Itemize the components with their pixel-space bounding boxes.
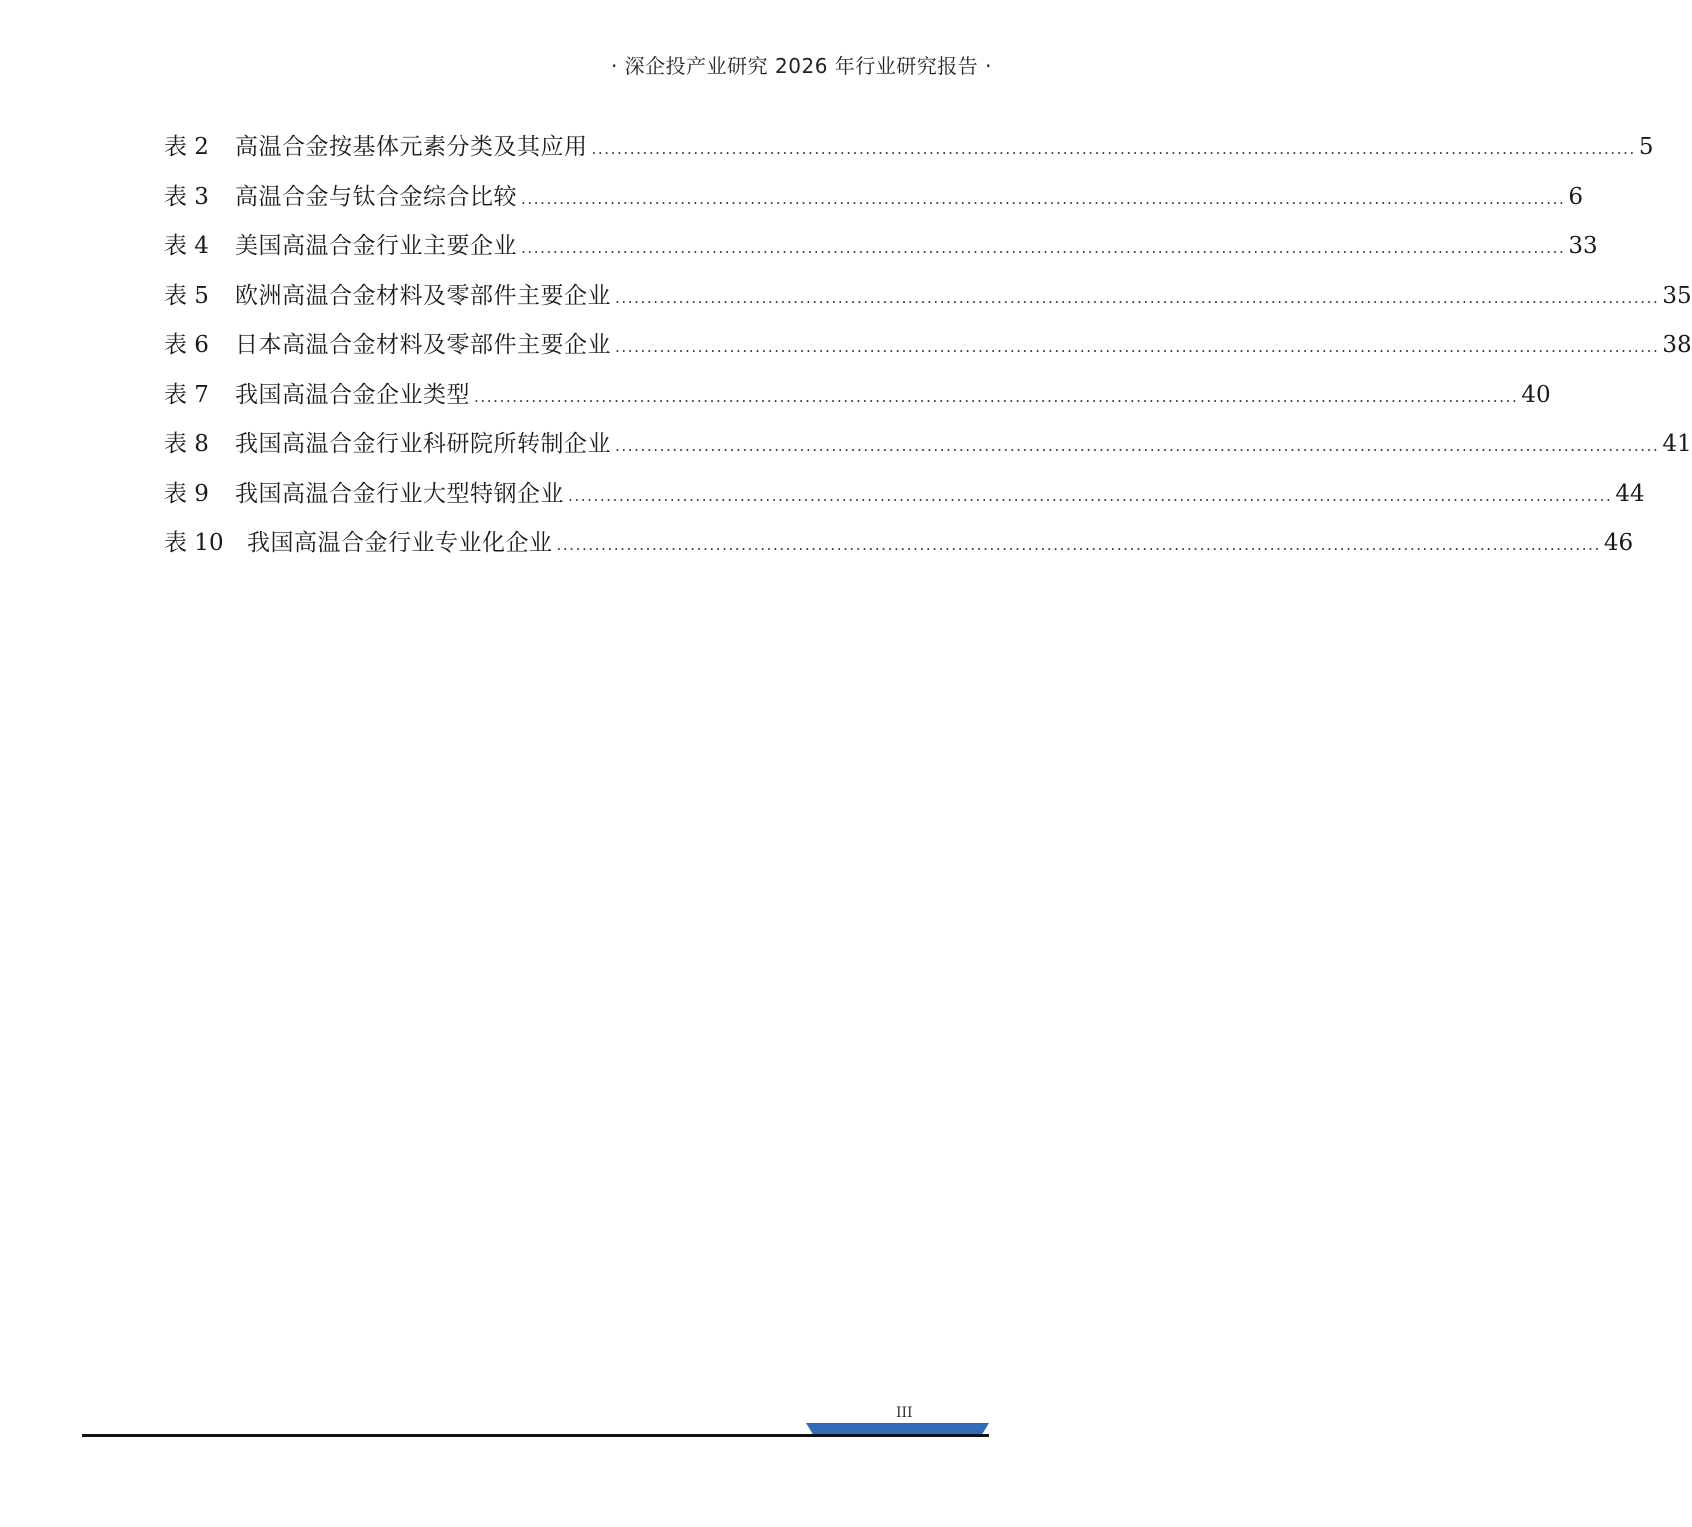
toc-entry-label: 表 6 (164, 332, 209, 358)
toc-entry-page: 38 (1662, 332, 1692, 358)
toc-entry-label: 表 9 (164, 480, 209, 507)
toc-entry-title: 美国高温合金行业主要企业 (235, 233, 517, 259)
toc-entry-page: 46 (1603, 530, 1634, 556)
toc-entry[interactable] (164, 227, 1598, 277)
toc-entry[interactable] (164, 376, 1551, 426)
toc-dot-leader: .................................................................................................................................................................... (556, 536, 1601, 554)
toc-dot-leader: .................................................................................................................................................................... (521, 189, 1566, 208)
toc-entry[interactable] (164, 277, 1692, 327)
toc-entry[interactable] (164, 425, 1692, 475)
toc-entry-label: 表 3 (164, 183, 209, 210)
toc-entry-title: 高温合金与钛合金综合比较 (235, 183, 517, 210)
toc-dot-leader: .................................................................................................................................................................... (474, 387, 1519, 406)
toc-entry-label: 表 10 (164, 530, 224, 556)
toc-entry-page: 40 (1521, 381, 1551, 408)
toc-dot-leader: .................................................................................................................................................................... (521, 239, 1566, 257)
toc-dot-leader: .................................................................................................................................................................... (615, 288, 1660, 307)
toc-entry-label: 表 8 (164, 431, 209, 457)
running-header: · 深企投产业研究 2026 年行业研究报告 · (610, 54, 992, 78)
toc-entry-page: 35 (1662, 282, 1692, 309)
toc-entry-title: 我国高温合金企业类型 (235, 381, 470, 408)
toc-entry-page: 6 (1568, 183, 1584, 210)
toc-dot-leader: .................................................................................................................................................................... (615, 338, 1660, 356)
toc-entry-page: 5 (1638, 134, 1654, 160)
toc-entry[interactable] (164, 326, 1692, 376)
toc-entry-label: 表 4 (164, 233, 209, 259)
toc-entry[interactable] (164, 475, 1645, 525)
toc-entry-page: 33 (1568, 233, 1598, 259)
toc-entry[interactable] (164, 178, 1584, 228)
toc-entry-page: 41 (1662, 431, 1692, 457)
toc-entry-label: 表 2 (164, 134, 209, 160)
toc-dot-leader: .................................................................................................................................................................... (615, 437, 1660, 455)
toc-entry-title: 日本高温合金材料及零部件主要企业 (235, 332, 611, 358)
toc-entry-label: 表 5 (164, 282, 209, 309)
toc-entry-title: 我国高温合金行业科研院所转制企业 (235, 431, 611, 457)
toc-entry-label: 表 7 (164, 381, 209, 408)
table-of-tables (164, 128, 1692, 574)
toc-entry-title: 高温合金按基体元素分类及其应用 (235, 134, 588, 160)
toc-entry-title: 欧洲高温合金材料及零部件主要企业 (235, 282, 611, 309)
toc-entry-title: 我国高温合金行业专业化企业 (247, 530, 553, 556)
toc-dot-leader: .................................................................................................................................................................... (591, 140, 1636, 158)
page-number: III (896, 1405, 913, 1421)
toc-entry-title: 我国高温合金行业大型特钢企业 (235, 480, 564, 507)
toc-dot-leader: .................................................................................................................................................................... (568, 486, 1613, 505)
toc-entry-page: 44 (1615, 480, 1645, 507)
toc-entry[interactable] (164, 128, 1654, 178)
toc-entry[interactable] (164, 524, 1634, 574)
footer-rule (82, 1434, 989, 1437)
